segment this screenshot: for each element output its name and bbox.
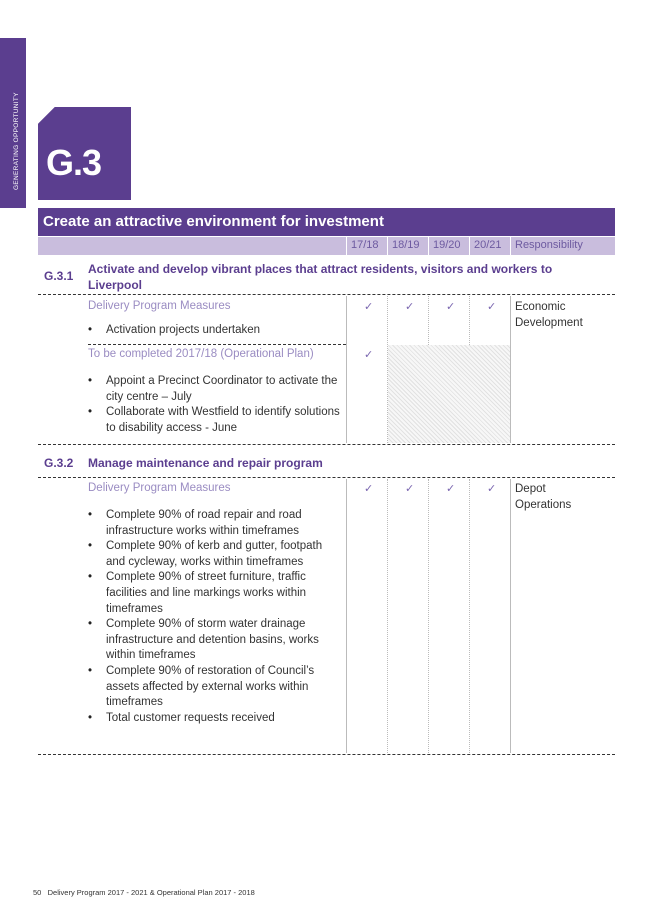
list-item: • Total customer requests received xyxy=(88,711,343,727)
grid-line xyxy=(510,296,511,443)
col-header-1819: 18/19 xyxy=(392,239,420,251)
col-separator xyxy=(346,237,347,255)
col-header-2021: 20/21 xyxy=(474,239,502,251)
list-item: • Complete 90% of street furniture, traffic facilities and line markings works within timeframes xyxy=(88,570,343,617)
col-separator xyxy=(510,237,511,255)
col-separator xyxy=(428,237,429,255)
grid-line xyxy=(510,479,511,753)
g31-delivery-label: Delivery Program Measures xyxy=(88,300,231,312)
section-title: Create an attractive environment for investment xyxy=(43,213,384,230)
g32-number: G.3.2 xyxy=(44,456,74,470)
page-number: 50 xyxy=(33,888,42,897)
g32-list xyxy=(88,508,343,726)
footer-text: Delivery Program 2017 - 2021 & Operational Plan 2017 - 2018 xyxy=(47,888,255,897)
col-header-1920: 19/20 xyxy=(433,239,461,251)
g31-number: G.3.1 xyxy=(44,269,74,283)
g31-delivery-list xyxy=(88,323,346,339)
g31-top-rule xyxy=(38,294,615,295)
col-separator xyxy=(469,237,470,255)
tick-icon: ✓ xyxy=(487,301,497,313)
g32-delivery-label: Delivery Program Measures xyxy=(88,482,231,494)
tick-icon: ✓ xyxy=(487,483,497,495)
col-header-1718: 17/18 xyxy=(351,239,379,251)
side-tab-label: GENERATING OPPORTUNITY xyxy=(13,92,20,190)
tick-icon: ✓ xyxy=(405,301,415,313)
grid-line xyxy=(346,296,347,443)
g32-bottom-rule xyxy=(38,754,615,755)
not-applicable-shading xyxy=(388,345,510,443)
tick-icon: ✓ xyxy=(446,301,456,313)
list-item: • Complete 90% of restoration of Council’s assets affected by external works within timeframes xyxy=(88,664,343,711)
grid-line xyxy=(387,479,388,753)
tick-icon: ✓ xyxy=(405,483,415,495)
tick-icon: ✓ xyxy=(364,301,374,313)
g31-op-list xyxy=(88,374,343,436)
list-item: • Complete 90% of road repair and road infrastructure works within timeframes xyxy=(88,508,343,539)
page-footer xyxy=(33,888,255,897)
g31-op-rule xyxy=(88,344,346,345)
g31-op-label: To be completed 2017/18 (Operational Plan) xyxy=(88,348,314,360)
list-item: • Activation projects undertaken xyxy=(88,323,346,339)
grid-line xyxy=(346,479,347,753)
list-item: • Appoint a Precinct Coordinator to activate the city centre – July xyxy=(88,374,343,405)
col-separator xyxy=(387,237,388,255)
tick-icon: ✓ xyxy=(446,483,456,495)
g31-title: Activate and develop vibrant places that attract residents, visitors and workers to Liverpool xyxy=(88,262,553,292)
grid-line xyxy=(469,479,470,753)
col-header-responsibility: Responsibility xyxy=(515,239,583,251)
section-badge-label: G.3 xyxy=(46,142,102,183)
list-item: • Collaborate with Westfield to identify solutions to disability access - June xyxy=(88,405,343,436)
g31-bottom-rule xyxy=(38,444,615,445)
list-item: • Complete 90% of kerb and gutter, footpath and cycleway, works within timeframes xyxy=(88,539,343,570)
g32-top-rule xyxy=(38,477,615,478)
grid-line xyxy=(428,479,429,753)
tick-icon: ✓ xyxy=(364,349,374,361)
tick-icon: ✓ xyxy=(364,483,374,495)
g32-responsibility: Depot Operations xyxy=(515,483,572,511)
g32-title: Manage maintenance and repair program xyxy=(88,456,323,470)
list-item: • Complete 90% of storm water drainage infrastructure and detention basins, works within timeframes xyxy=(88,617,343,664)
g31-responsibility: Economic Development xyxy=(515,301,583,329)
